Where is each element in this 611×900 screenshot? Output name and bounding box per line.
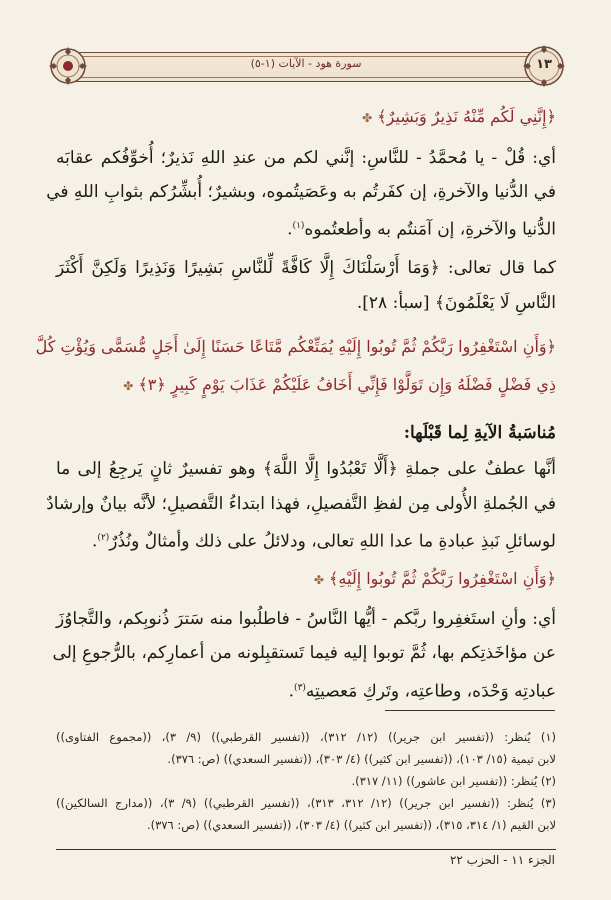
- footnote-separator: [385, 710, 555, 711]
- verse-ornament-icon: ✤: [362, 111, 373, 125]
- section-heading: مُناسَبةُ الآيةِ لِما قَبْلَها:: [403, 423, 556, 443]
- text-line: النَّاسِ لَا يَعْلَمُونَ﴾ [سبأ: ٢٨].: [356, 293, 556, 313]
- footnote-ref: (٢): [97, 533, 110, 543]
- text-line: لوسائلِ نَبذِ عبادةِ ما عدا اللهِ تعالى، ودلائلُ على ذلك وأمثالٌ ونُذُرٌ$^{(٢)}$.: [92, 531, 556, 552]
- rosette-ornament-icon: [46, 44, 90, 88]
- text-line: عن مؤاخَذتِكم بها، ثُمَّ توبوا إليه فيما تَستقبِلونه من أعمارِكم، بالرُّجوعِ إلى: [52, 643, 556, 663]
- footnote-line: (١) يُنظر: ((تفسير ابن جرير)) (١٢/ ٣١٢)، ((تفسير القرطبي)) (٩/ ٣)، ((مجموع الفتاوى)): [56, 730, 557, 744]
- surah-title: سورة هود - الآيات (١-٥): [250, 57, 362, 70]
- page-footer: الجزء ١١ - الحزب ٢٢: [449, 853, 555, 867]
- text-line: الدُّنيا والآخرةِ، إن آمَنتُم به وأطعتُموه$^{(١)}$.: [287, 219, 556, 240]
- verse-line: [56, 102, 556, 133]
- text-line: عبادتِه وَحْدَه، وطاعتِه، وتَركِ مَعصيتِه$^{(٣)}$.: [288, 681, 556, 702]
- footnote-line: (٣) يُنظر: ((تفسير ابن جرير)) (١٢/ ٣١٢، ٣١٣)، ((تفسير القرطبي)) (٩/ ٣)، ((مدارج السالكين)): [56, 796, 556, 810]
- text-line: أنَّها عطفٌ على جملةِ ﴿أَلَّا تَعْبُدُوا إِلَّا اللَّهَ﴾ وهو تفسيرٌ ثانٍ يَرجِعُ إلى ما: [56, 459, 556, 479]
- verse-text: ﴿وَأَنِ اسْتَغْفِرُوا رَبَّكُمْ ثُمَّ تُوبُوا إِلَيْهِ﴾: [329, 569, 556, 588]
- footer-rule: [56, 849, 556, 850]
- verse-ornament-icon: ✤: [313, 573, 324, 587]
- page-number-medallion: [522, 44, 566, 88]
- header-left-ornament: [46, 44, 90, 88]
- text-span: الدُّنيا والآخرةِ، إن آمَنتُم به وأطعتُموه: [304, 219, 556, 240]
- verse-text: ﴿إِنَّنِي لَكُم مِّنْهُ نَذِيرٌ وَبَشِيرٌ﴾: [377, 107, 556, 126]
- text-line: أي: قُلْ - يا مُحمَّدُ - للنَّاسِ: إنَّني لكم من عندِ اللهِ نَذيرٌ؛ أُخوِّفُكم عقابَه: [56, 148, 556, 168]
- verse-line: ﴿وَأَنِ اسْتَغْفِرُوا رَبَّكُمْ ثُمَّ تُوبُوا إِلَيْهِ يُمَتِّعْكُم مَّتَاعًا حَسَنًا إِلَىٰ أَجَلٍ مُّسَمًّى وَيُؤْتِ كُلَّ: [35, 337, 556, 356]
- footnote-ref: (١): [292, 221, 305, 231]
- verse-ornament-icon: ✤: [123, 379, 134, 393]
- text-line: في الدُّنيا والآخرةِ، إن كفَرتُم به وعَصَيتُموه، وبشيرٌ؛ أُبشِّرُكم بثوابِ اللهِ في: [46, 182, 556, 202]
- text-line: أي: وأنِ استَغفِروا ربَّكم - أيُّها النَّاسُ - فاطلُبوا منه سَترَ ذُنوبِكم، والتَّجاوُزَ: [56, 609, 556, 629]
- verse-line: [56, 564, 556, 595]
- text-span: عبادتِه وَحْدَه، وطاعتِه، وتَركِ مَعصيتِه: [305, 681, 556, 702]
- verse-text: ذِي فَضْلٍ فَضْلَهُ وَإِن تَوَلَّوْا فَإِنِّي أَخَافُ عَلَيْكُمْ عَذَابَ يَوْمٍ كَبِيرٍ ﴿٣﴾: [138, 375, 556, 394]
- footnote-line: (٢) يُنظر: ((تفسير ابن عاشور)) (١١/ ٣١٧).: [351, 774, 556, 788]
- text-span: لوسائلِ نَبذِ عبادةِ ما عدا اللهِ تعالى، ودلائلُ على ذلك وأمثالٌ ونُذُرٌ: [109, 531, 556, 552]
- page-header: [68, 44, 552, 90]
- footnote-line: لابن تيمية (١٥/ ١٠٣)، ((تفسير ابن كثير)) (٤/ ٣٠٣)، ((تفسير السعدي)) (ص: ٣٧٦).: [167, 752, 556, 766]
- footnote-ref: (٣): [294, 683, 306, 693]
- text-line: كما قال تعالى: ﴿وَمَا أَرْسَلْنَاكَ إِلَّا كَافَّةً لِّلنَّاسِ بَشِيرًا وَنَذِيرًا وَلَكِنَّ أَكْثَرَ: [56, 258, 556, 278]
- page-number: ١٣: [536, 57, 552, 72]
- text-line: في الجُملةِ الأُولى مِن لفظِ التَّفصيلِ، فهذا ابتداءُ التَّفصيلِ؛ لأنَّه بيانٌ وإرشادٌ: [46, 494, 556, 514]
- verse-line: [56, 370, 556, 401]
- footnote-line: لابن القيم (١/ ٣١٤، ٣١٥)، ((تفسير ابن كثير)) (٤/ ٣٠٣)، ((تفسير السعدي)) (ص: ٣٧٦).: [147, 818, 556, 832]
